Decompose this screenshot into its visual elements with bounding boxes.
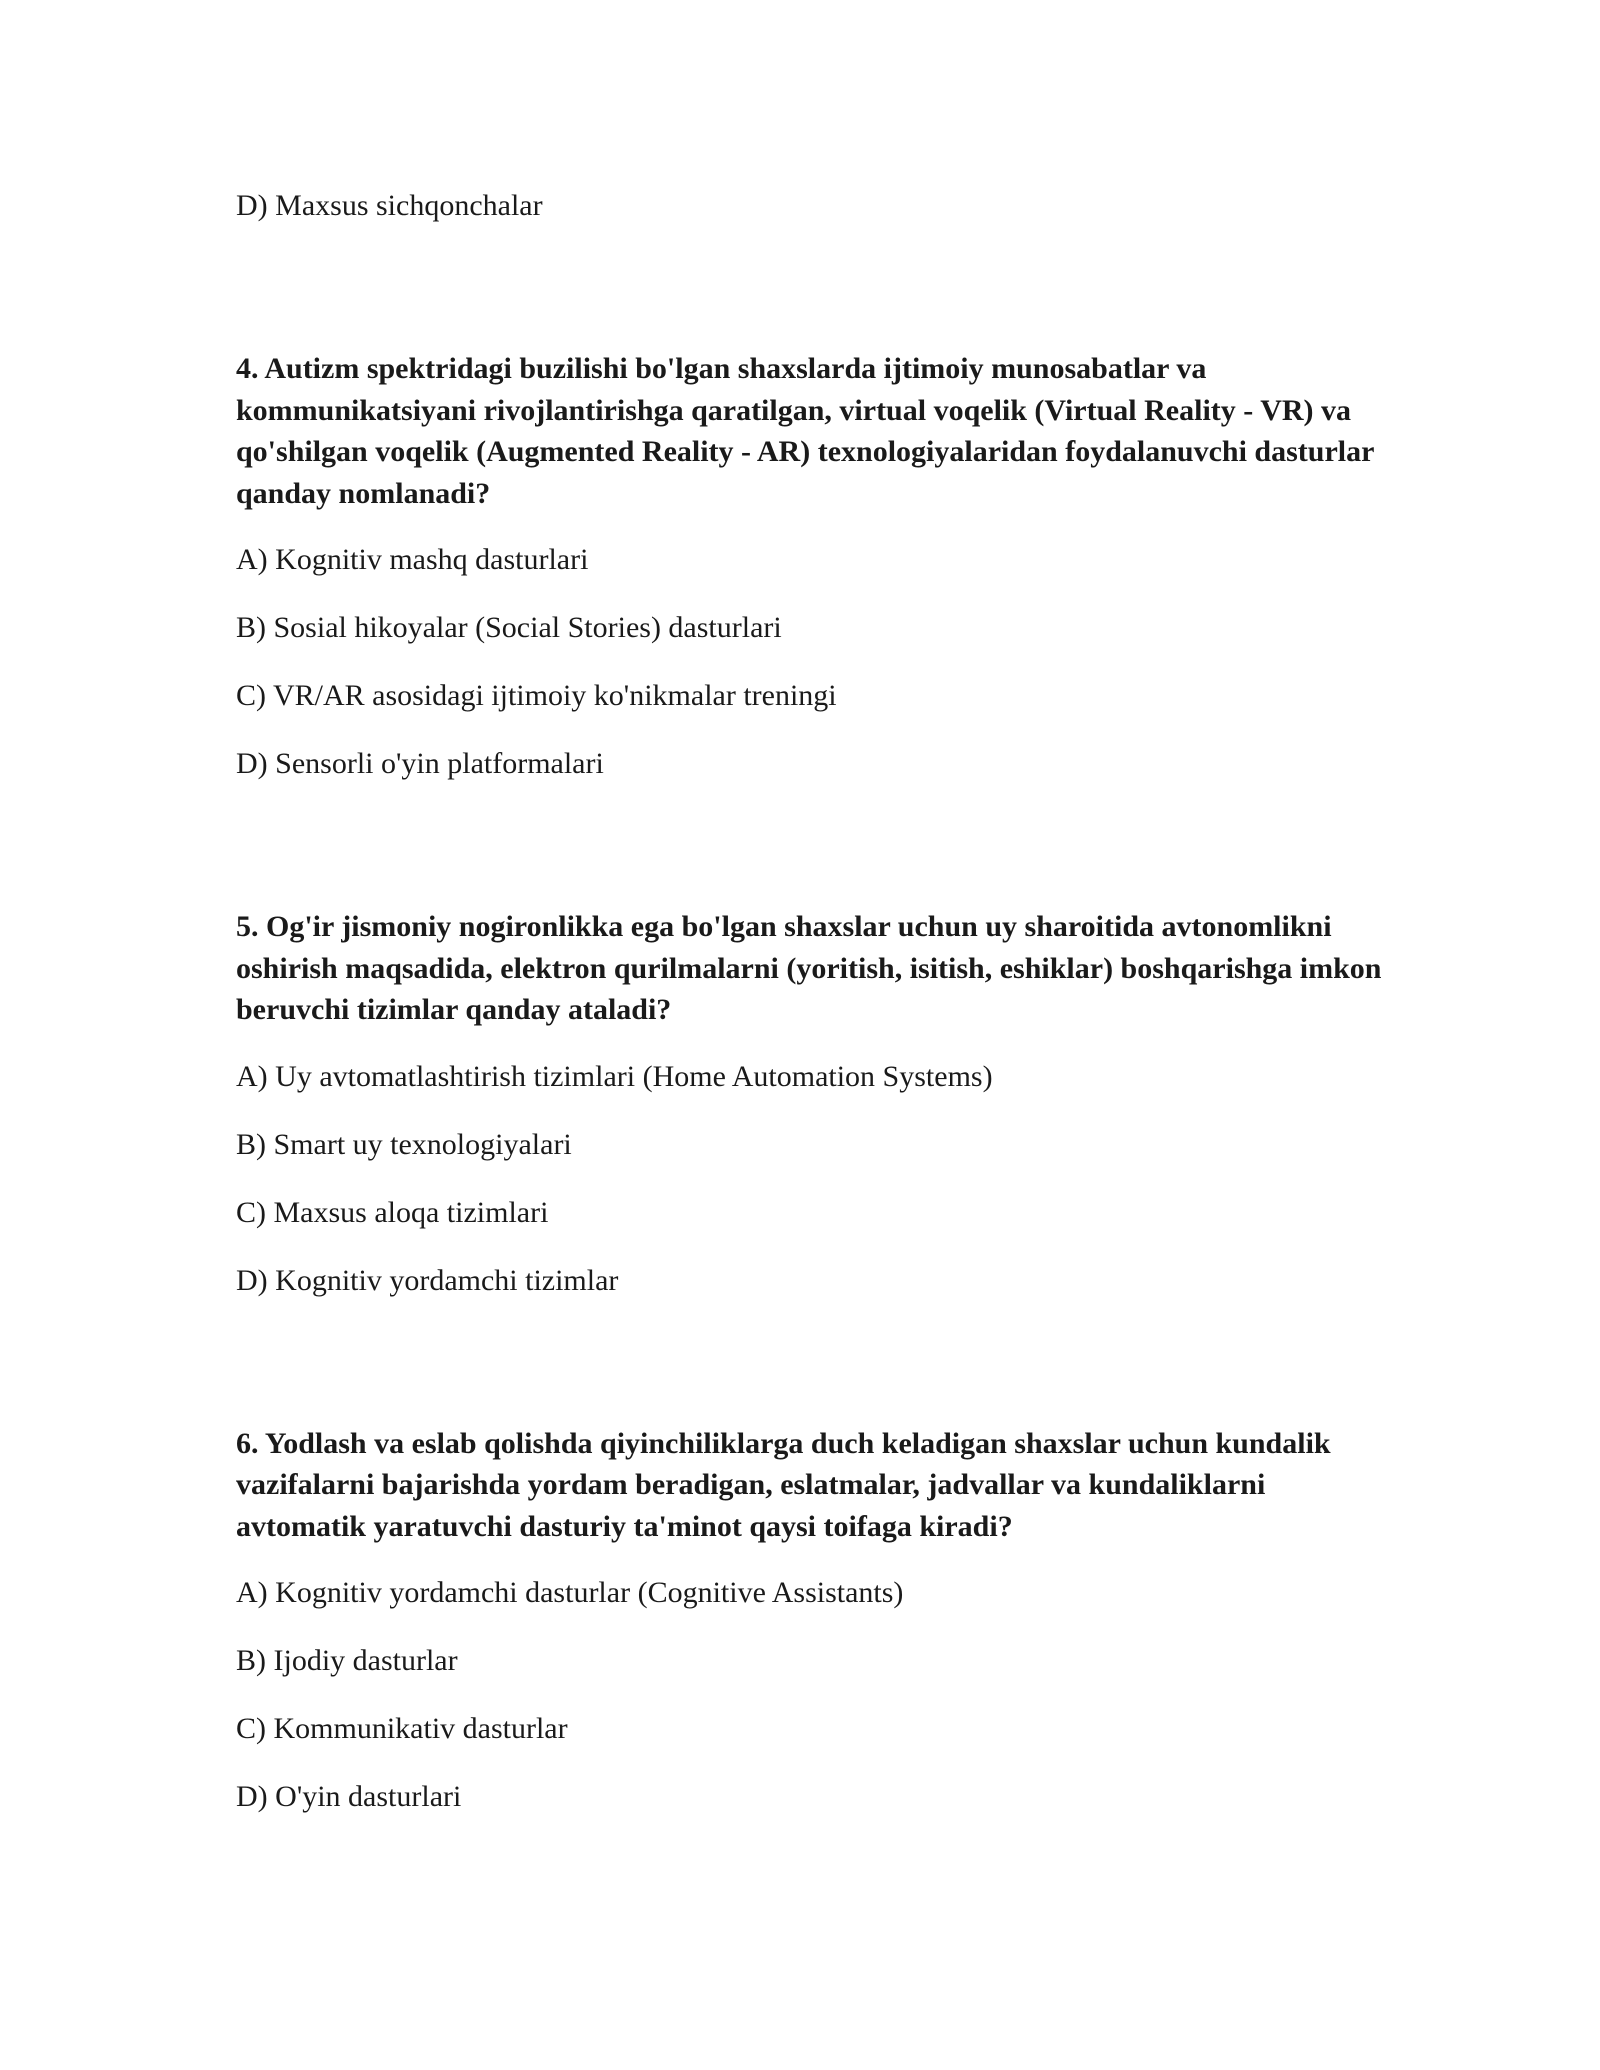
question-block-6 bbox=[236, 1423, 1386, 1818]
answer-option: B) Sosial hikoyalar (Social Stories) dasturlari bbox=[236, 611, 782, 644]
spacer bbox=[236, 254, 1386, 348]
question-text: 4. Autizm spektridagi buzilishi bo'lgan shaxslarda ijtimoiy munosabatlar va kommunikatsiyani rivojlantirishga qaratilgan, virtual voqelik (Virtual Reality - VR) va qo'shilgan voqelik (Augmented Reality - AR) texnologiyalaridan foydalanuvchi dasturlar qanday nomlanadi? bbox=[236, 352, 1374, 510]
question-text: 5. Og'ir jismoniy nogironlikka ega bo'lgan shaxslar uchun uy sharoitida avtonomlikni oshirish maqsadida, elektron qurilmalarni (yoritish, isitish, eshiklar) boshqarishga imkon beruvchi tizimlar qanday ataladi? bbox=[236, 910, 1382, 1026]
carryover-option: D) Maxsus sichqonchalar bbox=[236, 189, 543, 222]
answer-option: C) VR/AR asosidagi ijtimoiy ko'nikmalar treningi bbox=[236, 679, 837, 712]
question-block-4 bbox=[236, 348, 1386, 784]
answer-option: A) Kognitiv yordamchi dasturlar (Cognitive Assistants) bbox=[236, 1576, 904, 1609]
answer-option: D) O'yin dasturlari bbox=[236, 1780, 462, 1813]
answer-option: B) Smart uy texnologiyalari bbox=[236, 1127, 572, 1161]
answer-option: C) Kommunikativ dasturlar bbox=[236, 1712, 568, 1745]
question-text: 6. Yodlash va eslab qolishda qiyinchiliklarga duch keladigan shaxslar uchun kundalik vazifalarni bajarishda yordam beradigan, eslatmalar, jadvallar va kundaliklarni avtomatik yaratuvchi dasturiy ta'minot qaysi toifaga kiradi? bbox=[236, 1426, 1331, 1543]
answer-option: D) Sensorli o'yin platformalari bbox=[236, 747, 604, 780]
spacer bbox=[236, 1329, 1386, 1423]
question-block-5 bbox=[236, 906, 1386, 1301]
answer-option: B) Ijodiy dasturlar bbox=[236, 1644, 458, 1677]
document-content bbox=[236, 186, 1386, 1845]
answer-option: A) Kognitiv mashq dasturlari bbox=[236, 543, 589, 576]
answer-option: A) Uy avtomatlashtirish tizimlari (Home Automation Systems) bbox=[236, 1059, 993, 1093]
answer-option: C) Maxsus aloqa tizimlari bbox=[236, 1195, 549, 1229]
spacer bbox=[236, 812, 1386, 906]
answer-option: D) Kognitiv yordamchi tizimlar bbox=[236, 1263, 619, 1297]
